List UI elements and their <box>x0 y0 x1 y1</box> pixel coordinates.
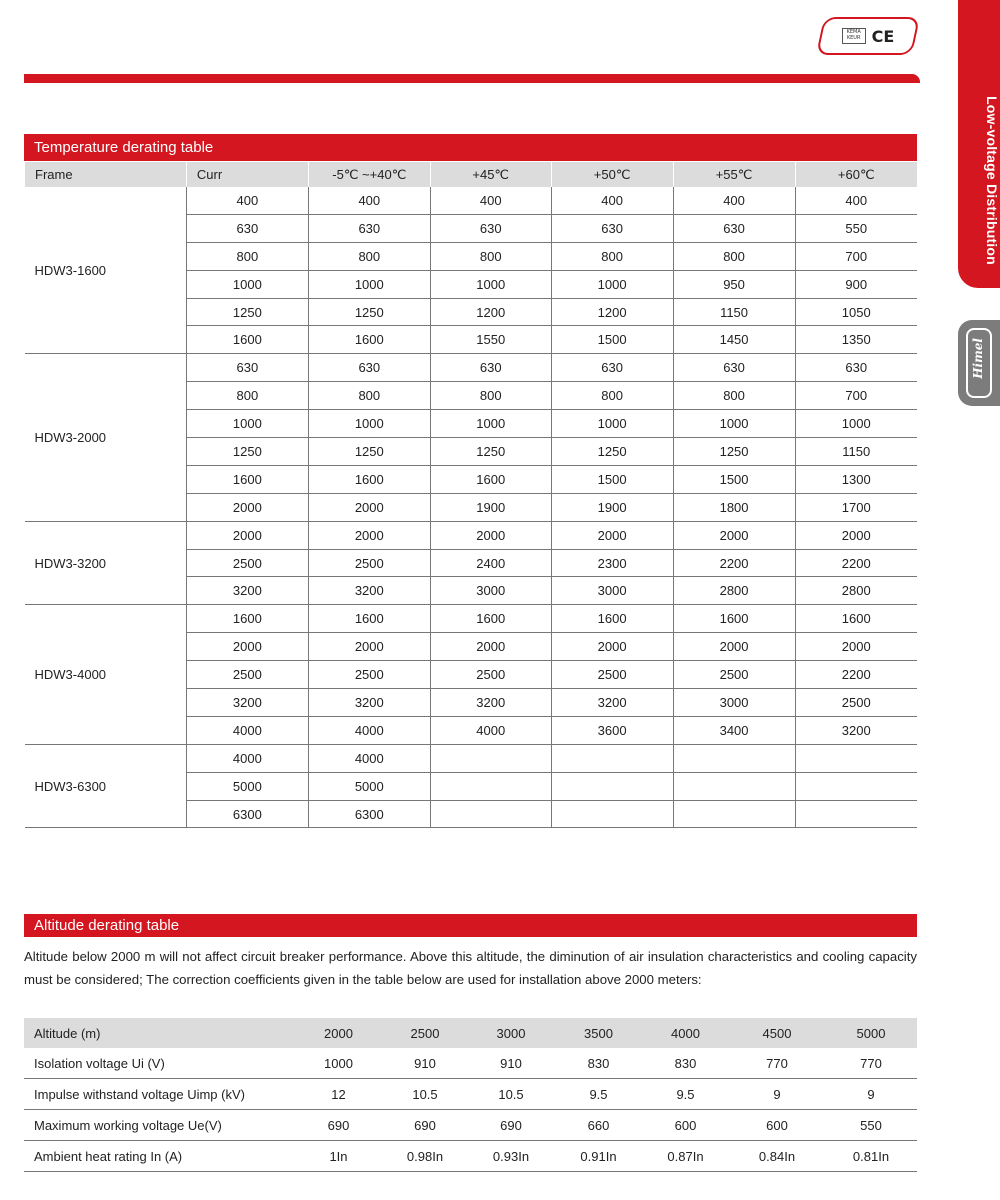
derated-value-cell: 630 <box>430 214 551 242</box>
altitude-value-cell: 910 <box>467 1048 555 1079</box>
derated-value-cell: 4000 <box>308 716 430 744</box>
current-cell: 2000 <box>186 521 308 549</box>
altitude-value-cell: 770 <box>825 1048 917 1079</box>
derated-value-cell: 1600 <box>308 605 430 633</box>
altitude-value-cell: 830 <box>642 1048 729 1079</box>
derated-value-cell: 800 <box>430 242 551 270</box>
current-cell: 1250 <box>186 438 308 466</box>
altitude-value-cell: 0.98In <box>383 1141 467 1172</box>
derated-value-cell: 700 <box>795 382 917 410</box>
derated-value-cell <box>430 772 551 800</box>
current-cell: 2000 <box>186 493 308 521</box>
derated-value-cell: 1600 <box>430 605 551 633</box>
derated-value-cell: 630 <box>673 214 795 242</box>
derated-value-cell: 400 <box>795 187 917 214</box>
derated-value-cell: 1600 <box>308 326 430 354</box>
derated-value-cell: 950 <box>673 270 795 298</box>
header-frame: Frame <box>25 162 187 187</box>
altitude-value-header: 4500 <box>729 1018 825 1048</box>
derated-value-cell: 1250 <box>673 438 795 466</box>
derated-value-cell: 2000 <box>308 493 430 521</box>
derated-value-cell: 1600 <box>430 465 551 493</box>
table-row <box>24 1048 917 1079</box>
table-row <box>24 1079 917 1110</box>
derated-value-cell: 1500 <box>551 326 673 354</box>
brand-logo-frame <box>966 328 992 398</box>
derated-value-cell: 3400 <box>673 716 795 744</box>
derated-value-cell: 1800 <box>673 493 795 521</box>
derated-value-cell: 800 <box>673 242 795 270</box>
altitude-value-cell: 1In <box>294 1141 383 1172</box>
derated-value-cell: 1600 <box>673 605 795 633</box>
altitude-value-cell: 550 <box>825 1110 917 1141</box>
derated-value-cell: 700 <box>795 242 917 270</box>
row-label: Impulse withstand voltage Uimp (kV) <box>24 1079 294 1110</box>
header-temp-45: +45℃ <box>430 162 551 187</box>
current-cell: 800 <box>186 242 308 270</box>
derated-value-cell: 2000 <box>795 521 917 549</box>
derated-value-cell: 4000 <box>308 744 430 772</box>
altitude-value-cell: 12 <box>294 1079 383 1110</box>
derated-value-cell: 400 <box>673 187 795 214</box>
current-cell: 630 <box>186 214 308 242</box>
derated-value-cell: 2500 <box>430 661 551 689</box>
altitude-value-cell: 0.81In <box>825 1141 917 1172</box>
row-label: Altitude (m) <box>24 1018 294 1048</box>
derated-value-cell: 800 <box>308 242 430 270</box>
current-cell: 2500 <box>186 661 308 689</box>
derated-value-cell: 2500 <box>308 661 430 689</box>
table-row <box>25 187 918 214</box>
altitude-section-title: Altitude derating table <box>24 914 917 937</box>
table-row <box>25 605 918 633</box>
brand-logo-text: Himel <box>971 338 985 379</box>
derated-value-cell: 1150 <box>673 298 795 326</box>
derated-value-cell: 1500 <box>551 465 673 493</box>
frame-cell: HDW3-3200 <box>25 521 187 605</box>
derated-value-cell: 2000 <box>673 521 795 549</box>
derated-value-cell: 1600 <box>308 465 430 493</box>
altitude-value-cell: 770 <box>729 1048 825 1079</box>
derated-value-cell: 2200 <box>673 549 795 577</box>
derated-value-cell: 2400 <box>430 549 551 577</box>
derated-value-cell <box>551 772 673 800</box>
derated-value-cell: 3200 <box>430 689 551 717</box>
derated-value-cell: 630 <box>430 354 551 382</box>
derated-value-cell: 2500 <box>551 661 673 689</box>
altitude-value-header: 3000 <box>467 1018 555 1048</box>
current-cell: 2000 <box>186 633 308 661</box>
altitude-value-header: 4000 <box>642 1018 729 1048</box>
derated-value-cell: 2000 <box>551 521 673 549</box>
derated-value-cell: 2000 <box>308 521 430 549</box>
temperature-derating-table <box>24 162 917 828</box>
table-row <box>25 354 918 382</box>
derated-value-cell: 550 <box>795 214 917 242</box>
current-cell: 2500 <box>186 549 308 577</box>
altitude-value-cell: 9 <box>729 1079 825 1110</box>
derated-value-cell: 1200 <box>551 298 673 326</box>
derated-value-cell: 1600 <box>551 605 673 633</box>
derated-value-cell: 900 <box>795 270 917 298</box>
derated-value-cell: 2800 <box>795 577 917 605</box>
table-header-row <box>25 162 918 187</box>
temperature-section-title: Temperature derating table <box>24 134 917 161</box>
derated-value-cell: 1900 <box>551 493 673 521</box>
altitude-value-cell: 10.5 <box>383 1079 467 1110</box>
table-row <box>25 744 918 772</box>
header-temp-40: -5℃ ~+40℃ <box>308 162 430 187</box>
row-label: Ambient heat rating In (A) <box>24 1141 294 1172</box>
derated-value-cell: 630 <box>551 354 673 382</box>
frame-cell: HDW3-4000 <box>25 605 187 744</box>
current-cell: 1600 <box>186 465 308 493</box>
derated-value-cell: 800 <box>551 382 673 410</box>
current-cell: 630 <box>186 354 308 382</box>
sidebar-category-label: Low-voltage Distribution <box>984 96 1000 265</box>
current-cell: 3200 <box>186 577 308 605</box>
current-cell: 800 <box>186 382 308 410</box>
derated-value-cell: 630 <box>308 214 430 242</box>
derated-value-cell: 5000 <box>308 772 430 800</box>
derated-value-cell: 3200 <box>795 716 917 744</box>
derated-value-cell: 1600 <box>795 605 917 633</box>
derated-value-cell: 630 <box>308 354 430 382</box>
derated-value-cell: 3200 <box>308 577 430 605</box>
derated-value-cell: 630 <box>551 214 673 242</box>
derated-value-cell: 800 <box>308 382 430 410</box>
derated-value-cell: 1350 <box>795 326 917 354</box>
altitude-header-row <box>24 1018 917 1048</box>
frame-cell: HDW3-2000 <box>25 354 187 521</box>
frame-cell: HDW3-1600 <box>25 187 187 354</box>
derated-value-cell: 2000 <box>430 521 551 549</box>
current-cell: 3200 <box>186 689 308 717</box>
altitude-value-cell: 1000 <box>294 1048 383 1079</box>
altitude-derating-table <box>24 1018 917 1172</box>
table-row <box>24 1110 917 1141</box>
derated-value-cell: 1000 <box>430 270 551 298</box>
altitude-value-cell: 9.5 <box>642 1079 729 1110</box>
current-cell: 6300 <box>186 800 308 828</box>
altitude-value-cell: 660 <box>555 1110 642 1141</box>
derated-value-cell <box>795 800 917 828</box>
derated-value-cell: 400 <box>308 187 430 214</box>
header-red-bar <box>24 74 920 83</box>
derated-value-cell: 3200 <box>308 689 430 717</box>
derated-value-cell: 2300 <box>551 549 673 577</box>
derated-value-cell: 1450 <box>673 326 795 354</box>
certification-badge <box>816 17 920 55</box>
header-temp-60: +60℃ <box>795 162 917 187</box>
row-label: Isolation voltage Ui (V) <box>24 1048 294 1079</box>
table-row <box>25 521 918 549</box>
derated-value-cell: 2200 <box>795 661 917 689</box>
derated-value-cell: 800 <box>673 382 795 410</box>
derated-value-cell: 1150 <box>795 438 917 466</box>
derated-value-cell: 3000 <box>673 689 795 717</box>
altitude-value-cell: 0.93In <box>467 1141 555 1172</box>
derated-value-cell: 1700 <box>795 493 917 521</box>
derated-value-cell: 1250 <box>430 438 551 466</box>
derated-value-cell: 4000 <box>430 716 551 744</box>
header-curr: Curr <box>186 162 308 187</box>
derated-value-cell: 800 <box>430 382 551 410</box>
altitude-value-cell: 690 <box>467 1110 555 1141</box>
altitude-description: Altitude below 2000 m will not affect circuit breaker performance. Above this altitude, the diminution of air insulation characteristics and cooling capacity must be considered; The correction coefficients given in the table below are used for installation above 2000 meters: <box>24 949 917 987</box>
derated-value-cell: 2000 <box>673 633 795 661</box>
derated-value-cell: 1000 <box>308 410 430 438</box>
altitude-value-cell: 0.87In <box>642 1141 729 1172</box>
altitude-value-header: 3500 <box>555 1018 642 1048</box>
altitude-value-header: 2000 <box>294 1018 383 1048</box>
brand-logo <box>958 320 1000 406</box>
table-row <box>24 1141 917 1172</box>
current-cell: 1600 <box>186 326 308 354</box>
derated-value-cell: 1250 <box>308 438 430 466</box>
current-cell: 4000 <box>186 716 308 744</box>
current-cell: 4000 <box>186 744 308 772</box>
derated-value-cell: 2500 <box>795 689 917 717</box>
derated-value-cell: 1050 <box>795 298 917 326</box>
derated-value-cell: 1000 <box>795 410 917 438</box>
current-cell: 1000 <box>186 270 308 298</box>
altitude-value-cell: 600 <box>729 1110 825 1141</box>
derated-value-cell <box>430 800 551 828</box>
derated-value-cell <box>430 744 551 772</box>
derated-value-cell: 2500 <box>673 661 795 689</box>
current-cell: 5000 <box>186 772 308 800</box>
altitude-value-cell: 10.5 <box>467 1079 555 1110</box>
header-temp-50: +50℃ <box>551 162 673 187</box>
altitude-value-cell: 690 <box>383 1110 467 1141</box>
derated-value-cell: 400 <box>430 187 551 214</box>
derated-value-cell: 1000 <box>673 410 795 438</box>
ce-mark: CE <box>871 26 895 46</box>
current-cell: 1250 <box>186 298 308 326</box>
derated-value-cell <box>673 800 795 828</box>
altitude-value-cell: 910 <box>383 1048 467 1079</box>
derated-value-cell: 3200 <box>551 689 673 717</box>
derated-value-cell <box>673 744 795 772</box>
derated-value-cell: 1000 <box>308 270 430 298</box>
derated-value-cell: 400 <box>551 187 673 214</box>
derated-value-cell: 2000 <box>795 633 917 661</box>
derated-value-cell: 1500 <box>673 465 795 493</box>
altitude-value-header: 2500 <box>383 1018 467 1048</box>
altitude-value-cell: 9 <box>825 1079 917 1110</box>
derated-value-cell: 2500 <box>308 549 430 577</box>
derated-value-cell <box>795 772 917 800</box>
derated-value-cell: 1000 <box>430 410 551 438</box>
derated-value-cell: 1000 <box>551 410 673 438</box>
derated-value-cell <box>795 744 917 772</box>
kema-keur-logo: KEMA KEUR <box>842 28 866 44</box>
derated-value-cell: 2000 <box>308 633 430 661</box>
altitude-value-cell: 0.91In <box>555 1141 642 1172</box>
derated-value-cell: 2000 <box>551 633 673 661</box>
altitude-value-cell: 9.5 <box>555 1079 642 1110</box>
derated-value-cell: 1250 <box>551 438 673 466</box>
derated-value-cell: 3000 <box>430 577 551 605</box>
current-cell: 400 <box>186 187 308 214</box>
derated-value-cell <box>551 744 673 772</box>
derated-value-cell: 1550 <box>430 326 551 354</box>
derated-value-cell: 2000 <box>430 633 551 661</box>
derated-value-cell: 800 <box>551 242 673 270</box>
header-temp-55: +55℃ <box>673 162 795 187</box>
current-cell: 1000 <box>186 410 308 438</box>
row-label: Maximum working voltage Ue(V) <box>24 1110 294 1141</box>
derated-value-cell <box>551 800 673 828</box>
derated-value-cell: 1000 <box>551 270 673 298</box>
altitude-value-cell: 600 <box>642 1110 729 1141</box>
current-cell: 1600 <box>186 605 308 633</box>
altitude-value-header: 5000 <box>825 1018 917 1048</box>
derated-value-cell: 630 <box>795 354 917 382</box>
altitude-value-cell: 830 <box>555 1048 642 1079</box>
derated-value-cell: 2200 <box>795 549 917 577</box>
altitude-value-cell: 0.84In <box>729 1141 825 1172</box>
altitude-value-cell: 690 <box>294 1110 383 1141</box>
derated-value-cell: 1250 <box>308 298 430 326</box>
derated-value-cell: 2800 <box>673 577 795 605</box>
derated-value-cell: 6300 <box>308 800 430 828</box>
derated-value-cell: 630 <box>673 354 795 382</box>
derated-value-cell: 1300 <box>795 465 917 493</box>
derated-value-cell: 3000 <box>551 577 673 605</box>
derated-value-cell <box>673 772 795 800</box>
derated-value-cell: 1900 <box>430 493 551 521</box>
derated-value-cell: 1200 <box>430 298 551 326</box>
derated-value-cell: 3600 <box>551 716 673 744</box>
frame-cell: HDW3-6300 <box>25 744 187 828</box>
